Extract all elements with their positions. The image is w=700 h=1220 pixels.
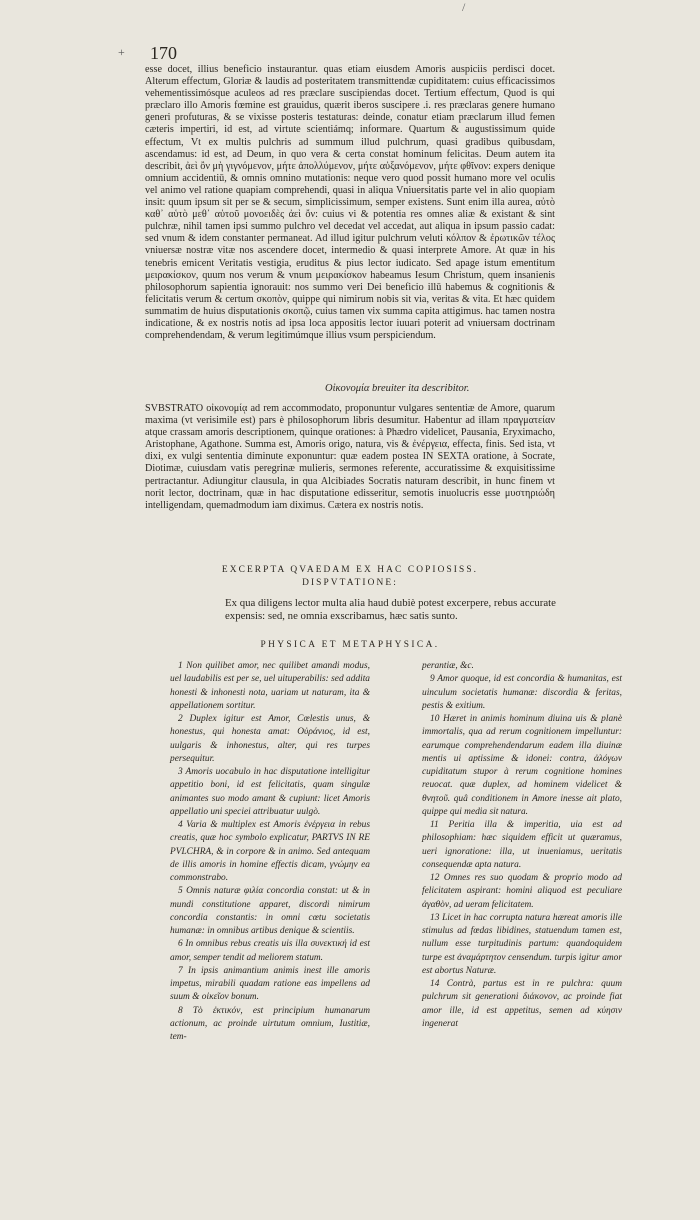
margin-mark: + <box>118 45 125 59</box>
right-item: perantiæ, &c. <box>422 661 474 671</box>
right-item: 9 Amor quoque, id est concordia & humanitas, est uinculum societatis humanæ: discordia & feritas, pestis & exitium. <box>422 674 622 711</box>
right-item: 13 Licet in hac corrupta natura hæreat amoris ille stimulus ad fœdas libidines, statuendum tamen est, nullum esse turpitudinis partum: quandoquidem turpe est ἀναμάρτητον censendum. turpis igitur amor est abortus Naturæ. <box>422 912 622 976</box>
left-item: 4 Varia & multiplex est Amoris ἐνέργεια in rebus creatis, quæ hoc symbolo explicatur, PARTVS IN RE PVLCHRA, & in corpore & in animo. Sed antequam de illis amoris in homine effectis dicam, γνώμην ea commonstrabo. <box>170 820 370 883</box>
right-item: 14 Contrà, partus est in re pulchra: quum pulchrum sit generationi διάκονον, ac proinde fiat amor ille, id est appetitus, semen ad κύησιν ingenerat <box>422 979 622 1029</box>
main-paragraph <box>145 64 555 342</box>
left-item: 6 In omnibus rebus creatis uis illa συνεκτική id est amor, semper tendit ad meliorem statum. <box>170 939 370 963</box>
excerpta-heading-line1: EXCERPTA QVAEDAM EX HAC COPIOSISS. <box>221 565 479 575</box>
excerpta-subtitle: Ex qua diligens lector multa alia haud dubiè potest excerpere, rebus accurate expensis: sed, ne omnia exscribamus, hæc satis sunto. <box>225 597 556 622</box>
left-column <box>170 660 370 1044</box>
intro-paragraph-text: SVBSTRATO οἰκονομίᾳ ad rem accommodato, proponuntur vulgares sententiæ de Amore, quarum maxima (vt verisimile est) pars è philosophorum libris desumitur. Habentur ad illam πραγματείαν atque crassam amoris descriptionem, quinque orationes: à Phædro videlicet, Pausania, Eryximacho, Aristophane, Agathone. Summa est, Amoris origo, natura, vis & ἐνέργεια, effecta, finis. Sed ista, vt dixi, ex vulgi sententia diminute exponuntur: quæ eadem postea IN SEXTA oratione, à Socrate, Diotimæ, cuiusdam vatis peregrinæ mulieris, sermones referente, accuratissime & exquisitissime pertractantur. Adiungitur clausula, in qua Alcibiades Socratis naturam describit, in hunc finem vt norit lector, doctrinam, quæ in hac disputatione edisseritur, semotis inuolucris esse μυστηριώδη intelligendam, quemadmodum iam diximus. Cætera ex nostris notis. <box>145 403 555 511</box>
page-number: 170 <box>150 43 177 63</box>
right-item: 12 Omnes res suo quodam & proprio modo ad felicitatem aspirant: homini aliquod est peculiare ἀγαθὸν, ad ueram felicitatem. <box>422 873 622 910</box>
right-item: 10 Hæret in animis hominum diuina uis & planè immortalis, qua ad rerum cognitionem impelluntur: earumque comprehendendarum eadem illa diuinæ mentis ui aptissime & idonei: contra, ἀλόγων cupiditatum stupor à rerum cognitione homines reuocat. quæ duplex, ad hominem videlicet & θνητοῦ. quâ conditionem in Amore inesse ait plato, quippe qui media sit natura. <box>422 714 622 817</box>
main-paragraph-text: esse docet, illius beneficio instaurantur. quas etiam eiusdem Amoris auspiciis perdisci docet. Alterum effectum, Gloriæ & laudis ad posteritatem transmittendæ cupiditatem: cuius efficacissimos vehementissimósque aculeos ad res præclare suscipiendas docet. Tertium effectum, Quod is qui præclaro illo Amoris fœmine est grauidus, quærit iberos suscipere .i. res præclaras genere humano generi profuturas, & se vixisse posteris testaturas: deinde, conatur etiam præclarum illud femen cæteris impertiri, id est, ad virtute scientiámq; informare. Quartum & augustissimum quide effectum, Vt ex multis pulchris ad summum illud pulchrum, quasi gradibus quibusdam, ascendamus: id est, ad Deum, in quo vera & certa constat hominum felicitas. Deum autem ita describit, ἀεὶ ὂν μὴ γιγνόμενον, μήτε ἀπολλύμενον, μήτε αὐξανόμενον, μήτε φθῖνον: expers denique omnium accidentiū, & omnis omnino mutationis: neque vero quod possit humano more vel oculis vel animo vel ratione quapiam comprehendi, quasi in aliqua Vniuersitatis parte vel in alio quopiam insit: quum ipsum sit per se & secum, simplicissimum, semper existens. Sunt enim illa aurea, αὐτὸ καθ᾽ αὑτὸ μεθ᾽ αὑτοῦ μονοειδὲς ἀεὶ ὄν: cuius vi & potentia res omnes aliæ & existant & sint pulchræ, nihil tamen ipsi summo pulchro vel decedat vel accedat, aut aliqua in ipsum passio cadat: sed vnum & idem constanter permaneat. Ad illud igitur pulchrum veluti κόλπον & ἐρωτικῶν τέλος vniuersæ nostræ vitæ nos ascendere docet, intermedio & quasi interprete Amore. At quæ in his tenebris emicent Veritatis vestigia, eruditus & pius lector iudicato. Sed apage istum ementitum μειρακίσκον, quum nos verum & vnum μειρακίσκον habeamus Iesum Christum, quem insanienis philosophorum sapientia ignorauit: nos summo veri Dei beneficio illū habemus & cognitionis & felicitatis verum & certum σκοπὸν, quippe qui nimirum nobis sit via, veritas & vita. Et hæc quidem summatim de huius disputationis σκοπῷ, cuius tamen vix summa capita attigimus. hac tamen nostra indicatione, & ex nostris notis ad ipsa loca appositis lector iuuari poterit ad vniuersam doctrinam comprehendendam, & verum legitimúmque illius vsum perspiciendum. <box>145 64 555 342</box>
oeconomia-line: Οἰκονομία breuiter ita describitor. <box>325 383 470 394</box>
left-item: 3 Amoris uocabulo in hac disputatione intelligitur appetitio boni, id est felicitatis, quam singulæ animantes suo modo amant & cupiunt: licet Amoris appellatio uni speciei attribuatur uulgò. <box>170 767 370 817</box>
left-item: 8 Τὸ ἐκτικόν, est principium humanarum actionum, ac proinde uirtutum omnium, Iustitiæ, tem- <box>170 1005 370 1042</box>
excerpta-heading-line2: DISPVTATIONE: <box>302 578 398 588</box>
left-item: 7 In ipsis animantium animis inest ille amoris impetus, mirabili quadam ratione eas impellens ad suum & οἰκεῖον bonum. <box>170 965 370 1003</box>
right-column <box>422 660 622 1031</box>
physica-heading: PHYSICA ET METAPHYSICA. <box>260 640 440 650</box>
top-mark: / <box>462 0 466 14</box>
left-item: 2 Duplex igitur est Amor, Cœlestis unus, & honestus, qui honesta amat: Οὐράνιος, id est, uulgaris & inhonestus, alter, qui res turpes persequitur. <box>170 714 370 764</box>
left-item: 5 Omnis naturæ φιλία concordia constat: ut & in mundi constitutione apparet, discordi nimirum concordia constantis: in omni cœtu societatis humanæ: in omnibus artibus denique & scientiis. <box>170 886 370 936</box>
left-item: 1 Non quilibet amor, nec quilibet amandi modus, uel laudabilis est per se, uel uituperabilis: sed addita honesti & inhonesti nota, uariam ut naturam, ita & appellationem sortitur. <box>170 661 370 711</box>
right-item: 11 Peritia illa & imperitia, uia est ad philosophiam: hæc siquidem efficit ut quæramus, ueri ignoratione: illa, ut inueniamus, ueritatis consequendæ apta natura. <box>422 820 622 870</box>
intro-paragraph <box>145 403 555 512</box>
